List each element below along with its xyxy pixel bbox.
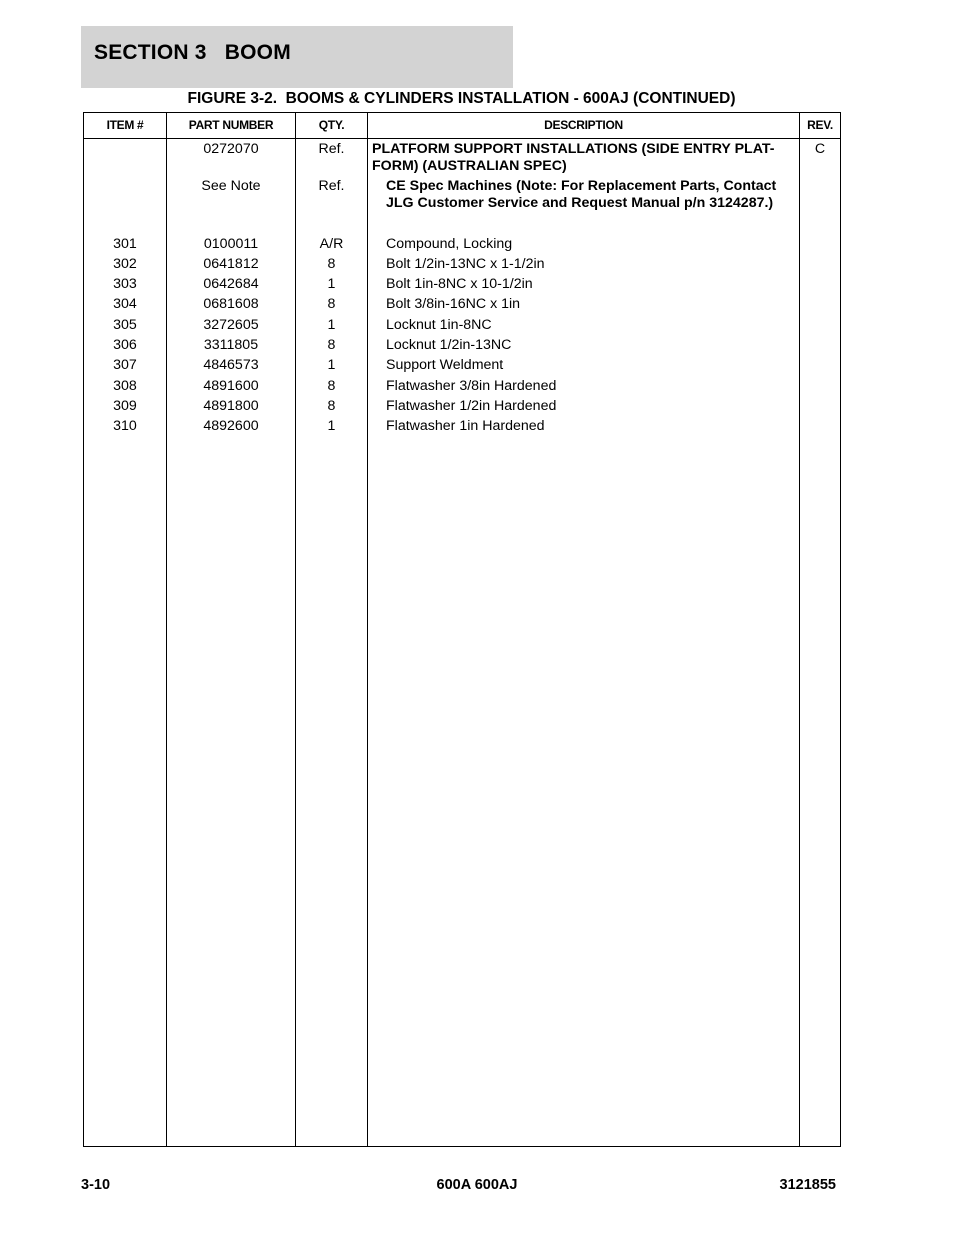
cell-item: 301 bbox=[113, 236, 137, 252]
cell-rev: C bbox=[814, 141, 826, 157]
cell-part-number: 4846573 bbox=[203, 357, 259, 373]
cell-description: Bolt 1in-8NC x 10-1/2in bbox=[386, 276, 533, 292]
cell-qty: A/R bbox=[319, 236, 344, 252]
cell-qty: 8 bbox=[327, 337, 336, 353]
cell-part-number: 4892600 bbox=[203, 418, 259, 434]
section-title: SECTION 3 BOOM bbox=[94, 41, 291, 64]
cell-item: 303 bbox=[113, 276, 137, 292]
cell-part-number: 0642684 bbox=[203, 276, 259, 292]
footer-doc-number: 3121855 bbox=[779, 1177, 836, 1193]
cell-part-number: 3311805 bbox=[203, 337, 259, 353]
cell-part-number: 3272605 bbox=[203, 317, 259, 333]
cell-description: Bolt 3/8in-16NC x 1in bbox=[386, 296, 521, 312]
cell-description: Locknut 1in-8NC bbox=[386, 317, 492, 333]
cell-qty: 1 bbox=[327, 276, 336, 292]
header-rev: REV. bbox=[807, 118, 833, 132]
footer-model: 600A 600AJ bbox=[436, 1177, 518, 1193]
cell-qty: 8 bbox=[327, 296, 336, 312]
cell-qty: 8 bbox=[327, 398, 336, 414]
header-divider bbox=[84, 138, 840, 139]
cell-part-number: 0272070 bbox=[203, 141, 259, 157]
header-description: DESCRIPTION bbox=[544, 118, 623, 132]
cell-description: PLATFORM SUPPORT INSTALLATIONS (SIDE ENTRY PLAT-FORM) (AUSTRALIAN SPEC) bbox=[372, 141, 775, 174]
cell-item: 308 bbox=[113, 378, 137, 394]
cell-part-number: 0681608 bbox=[203, 296, 259, 312]
figure-title: FIGURE 3-2. BOOMS & CYLINDERS INSTALLATION - 600AJ (CONTINUED) bbox=[187, 90, 736, 107]
cell-item: 309 bbox=[113, 398, 137, 414]
footer-page-number: 3-10 bbox=[81, 1177, 111, 1193]
cell-item: 304 bbox=[113, 296, 137, 312]
cell-item: 305 bbox=[113, 317, 137, 333]
cell-qty: Ref. bbox=[318, 141, 345, 157]
header-part-number: PART NUMBER bbox=[188, 118, 274, 132]
cell-description: CE Spec Machines (Note: For Replacement Parts, Contact JLG Customer Service and Request Manual p/n 3124287.) bbox=[386, 178, 777, 211]
cell-item: 307 bbox=[113, 357, 137, 373]
cell-qty: Ref. bbox=[318, 178, 345, 194]
cell-qty: 1 bbox=[327, 418, 336, 434]
cell-qty: 1 bbox=[327, 357, 336, 373]
cell-description: Flatwasher 3/8in Hardened bbox=[386, 378, 557, 394]
cell-description: Flatwasher 1/2in Hardened bbox=[386, 398, 557, 414]
cell-part-number: 4891600 bbox=[203, 378, 259, 394]
column-divider bbox=[799, 113, 800, 1146]
cell-description: Bolt 1/2in-13NC x 1-1/2in bbox=[386, 256, 545, 272]
cell-description: Flatwasher 1in Hardened bbox=[386, 418, 545, 434]
cell-description: Compound, Locking bbox=[386, 236, 513, 252]
cell-part-number: See Note bbox=[201, 178, 261, 194]
cell-qty: 1 bbox=[327, 317, 336, 333]
header-item: ITEM # bbox=[106, 118, 144, 132]
column-divider bbox=[367, 113, 368, 1146]
cell-item: 310 bbox=[113, 418, 137, 434]
parts-table bbox=[83, 112, 841, 1147]
cell-item: 302 bbox=[113, 256, 137, 272]
cell-part-number: 0641812 bbox=[203, 256, 259, 272]
cell-qty: 8 bbox=[327, 256, 336, 272]
cell-part-number: 0100011 bbox=[203, 236, 259, 252]
cell-description: Locknut 1/2in-13NC bbox=[386, 337, 512, 353]
cell-qty: 8 bbox=[327, 378, 336, 394]
cell-item: 306 bbox=[113, 337, 137, 353]
cell-part-number: 4891800 bbox=[203, 398, 259, 414]
cell-description: Support Weldment bbox=[386, 357, 504, 373]
section-header bbox=[81, 26, 513, 88]
header-qty: QTY. bbox=[318, 118, 345, 132]
